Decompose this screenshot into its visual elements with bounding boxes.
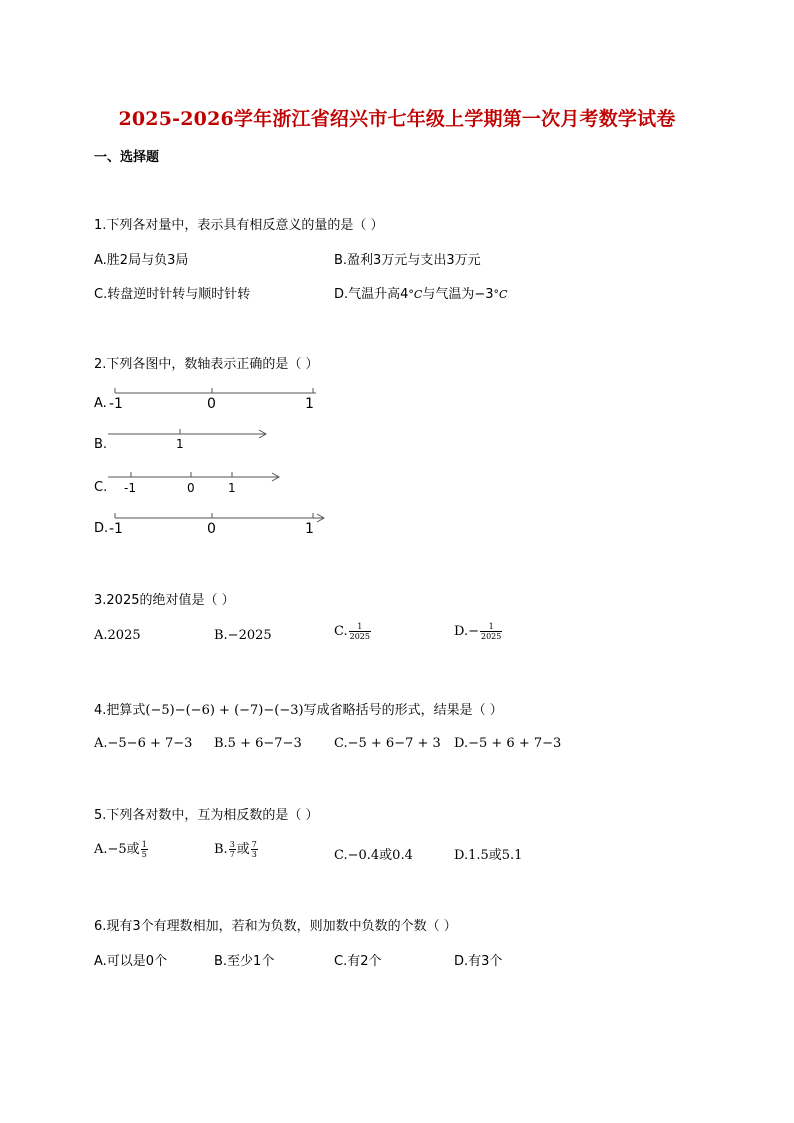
fraction-numerator: 3 <box>229 840 235 849</box>
fraction-neg-1-over-2025 <box>480 622 502 641</box>
question-1-stem: 1.下列各对量中，表示具有相反意义的量的是（ ） <box>94 218 384 233</box>
option-d-prefix: D.气温升高4 <box>334 287 409 302</box>
fraction-numerator: 7 <box>251 840 257 849</box>
number-line-c-tick-1: 1 <box>228 481 236 495</box>
fraction-numerator: 1 <box>141 840 147 849</box>
stem-suffix: 写成省略括号的形式，结果是（ ） <box>303 703 503 718</box>
question-4-option-b: B.5 + 6−7−3 <box>214 736 302 751</box>
degree-unit-2: °C <box>493 288 508 301</box>
question-6-option-c: C.有2个 <box>334 954 382 969</box>
fraction-3-over-7 <box>229 840 236 859</box>
fraction-denominator: 3 <box>251 850 257 859</box>
number-line-d-tick-1: 1 <box>305 521 314 537</box>
number-line-a-tick-1: 1 <box>305 396 314 412</box>
question-2-stem: 2.下列各图中，数轴表示正确的是（ ） <box>94 357 319 372</box>
question-5-stem: 5.下列各对数中，互为相反数的是（ ） <box>94 808 319 823</box>
question-2-option-b-label: B. <box>94 437 108 452</box>
option-b-prefix: B. <box>214 842 228 857</box>
question-2-option-d-label: D. <box>94 521 109 536</box>
fraction-numerator: 1 <box>480 622 502 632</box>
question-1-option-d <box>334 283 507 302</box>
fraction-numerator: 1 <box>349 622 371 632</box>
question-6-option-b: B.至少1个 <box>214 954 275 969</box>
fraction-1-over-2025 <box>349 622 371 641</box>
degree-unit-1: °C <box>408 288 423 301</box>
fraction-denominator: 2025 <box>480 632 502 641</box>
option-a-prefix: A.−5或 <box>94 842 140 857</box>
question-5-option-b <box>214 838 259 859</box>
fraction-denominator: 5 <box>141 850 147 859</box>
question-3-option-d <box>454 622 503 641</box>
expression: (−5)−(−6) + (−7)−(−3) <box>145 703 304 718</box>
question-6-stem: 6.现有3个有理数相加，若和为负数，则加数中负数的个数（ ） <box>94 919 457 934</box>
question-4-option-a: A.−5−6 + 7−3 <box>94 736 193 751</box>
stem-prefix: 4.把算式 <box>94 703 146 718</box>
question-6-option-a: A.可以是0个 <box>94 954 168 969</box>
question-6-option-d: D.有3个 <box>454 954 503 969</box>
fraction-1-over-5 <box>141 840 148 859</box>
number-line-c-tick-0: 0 <box>187 481 195 495</box>
option-c-prefix: C. <box>334 624 348 639</box>
option-d-prefix: D.− <box>454 624 479 639</box>
number-line-c-tick-neg1: -1 <box>124 481 136 495</box>
question-5-option-a <box>94 838 149 859</box>
question-1-option-a: A.胜2局与负3局 <box>94 253 189 268</box>
fraction-7-over-3 <box>251 840 258 859</box>
question-5-option-d: D.1.5或5.1 <box>454 848 523 863</box>
section-heading: 一、选择题 <box>94 150 160 165</box>
question-4-option-d: D.−5 + 6 + 7−3 <box>454 736 562 751</box>
question-2-option-c-label: C. <box>94 480 108 495</box>
question-3-option-b: B.−2025 <box>214 628 272 643</box>
question-3-option-c <box>334 622 372 641</box>
option-b-mid: 或 <box>236 842 250 857</box>
number-line-d-tick-neg1: -1 <box>109 521 123 537</box>
number-line-a-tick-0: 0 <box>207 396 216 412</box>
question-1-option-c: C.转盘逆时针转与顺时针转 <box>94 287 251 302</box>
question-4-option-c: C.−5 + 6−7 + 3 <box>334 736 441 751</box>
number-line-d-tick-0: 0 <box>207 521 216 537</box>
question-3-stem: 3.2025的绝对值是（ ） <box>94 593 235 608</box>
number-line-a-tick-neg1: -1 <box>109 396 123 412</box>
question-5-option-c: C.−0.4或0.4 <box>334 848 413 863</box>
option-d-mid: 与气温为−3 <box>422 287 494 302</box>
fraction-denominator: 7 <box>229 850 235 859</box>
question-4-stem <box>94 699 503 718</box>
question-2-option-a-label: A. <box>94 396 107 411</box>
question-3-option-a: A.2025 <box>94 628 141 643</box>
number-line-b-tick-1: 1 <box>176 437 184 451</box>
exam-title: 2025-2026学年浙江省绍兴市七年级上学期第一次月考数学试卷 <box>118 108 676 130</box>
fraction-denominator: 2025 <box>349 632 370 641</box>
question-1-option-b: B.盈利3万元与支出3万元 <box>334 253 481 268</box>
